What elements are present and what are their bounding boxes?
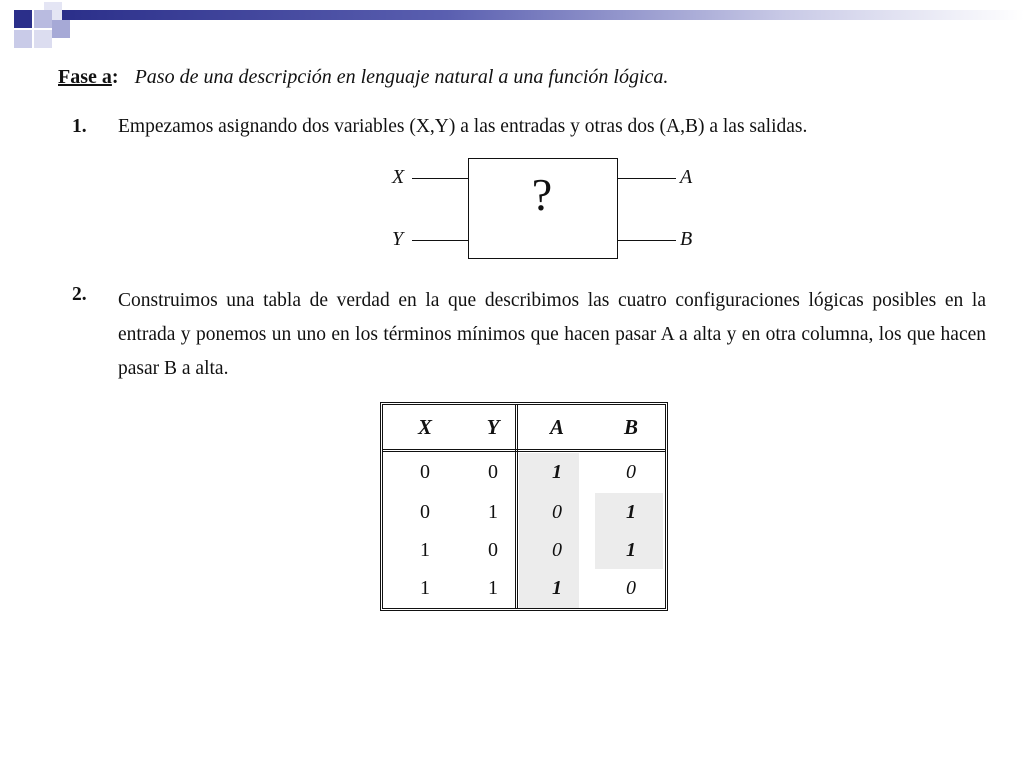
output-b-label: B bbox=[680, 228, 693, 250]
step-number: 1. bbox=[72, 116, 87, 137]
header-deco-square bbox=[14, 30, 32, 48]
step-text: Empezamos asignando dos variables (X,Y) a las entradas y otras dos (A,B) a las salidas. bbox=[118, 116, 808, 137]
cell-b: 0 bbox=[626, 461, 636, 483]
cell-a: 1 bbox=[552, 577, 562, 599]
header-deco-square bbox=[34, 30, 52, 48]
input-y-label: Y bbox=[392, 228, 404, 250]
input-x-wire bbox=[412, 178, 468, 179]
header-y: Y bbox=[486, 415, 500, 439]
cell-y: 0 bbox=[488, 461, 498, 483]
cell-x: 1 bbox=[420, 577, 430, 599]
phase-colon: : bbox=[111, 66, 119, 88]
cell-x: 0 bbox=[420, 501, 430, 523]
header-b: B bbox=[623, 415, 638, 439]
unknown-function-mark: ? bbox=[531, 169, 553, 220]
cell-b: 1 bbox=[626, 501, 636, 523]
cell-y: 0 bbox=[488, 539, 498, 561]
input-x-label: X bbox=[392, 166, 405, 188]
header-deco-square bbox=[34, 10, 52, 28]
output-a-label: A bbox=[680, 166, 693, 188]
header-gradient-band bbox=[62, 10, 1024, 20]
cell-x: 0 bbox=[420, 461, 430, 483]
output-b-wire bbox=[618, 240, 676, 241]
phase-title: Paso de una descripción en lenguaje natural a una función lógica. bbox=[134, 66, 669, 88]
step-number: 2. bbox=[72, 284, 87, 305]
cell-y: 1 bbox=[488, 501, 498, 523]
header-x: X bbox=[417, 415, 432, 439]
phase-heading bbox=[58, 66, 668, 89]
phase-label: Fase a bbox=[58, 66, 112, 88]
cell-y: 1 bbox=[488, 577, 498, 599]
cell-b: 1 bbox=[626, 539, 636, 561]
cell-a: 1 bbox=[552, 461, 562, 483]
cell-x: 1 bbox=[420, 539, 430, 561]
header-a: A bbox=[549, 415, 564, 439]
header-deco-square bbox=[52, 20, 70, 38]
cell-a: 0 bbox=[552, 539, 562, 561]
output-a-wire bbox=[618, 178, 676, 179]
cell-a: 0 bbox=[552, 501, 562, 523]
header-divider bbox=[383, 449, 665, 452]
block-diagram bbox=[380, 150, 710, 270]
truth-table bbox=[380, 402, 668, 611]
input-y-wire bbox=[412, 240, 468, 241]
cell-b: 0 bbox=[626, 577, 636, 599]
step-text: Construimos una tabla de verdad en la que describimos las cuatro configuraciones lógicas posibles en la entrada y ponemos un uno en los términos mínimos que hacen pasar A a alta y en otra columna, los que hacen pasar B a alta. bbox=[118, 290, 986, 379]
column-divider bbox=[515, 405, 518, 608]
header-deco-square bbox=[14, 10, 32, 28]
